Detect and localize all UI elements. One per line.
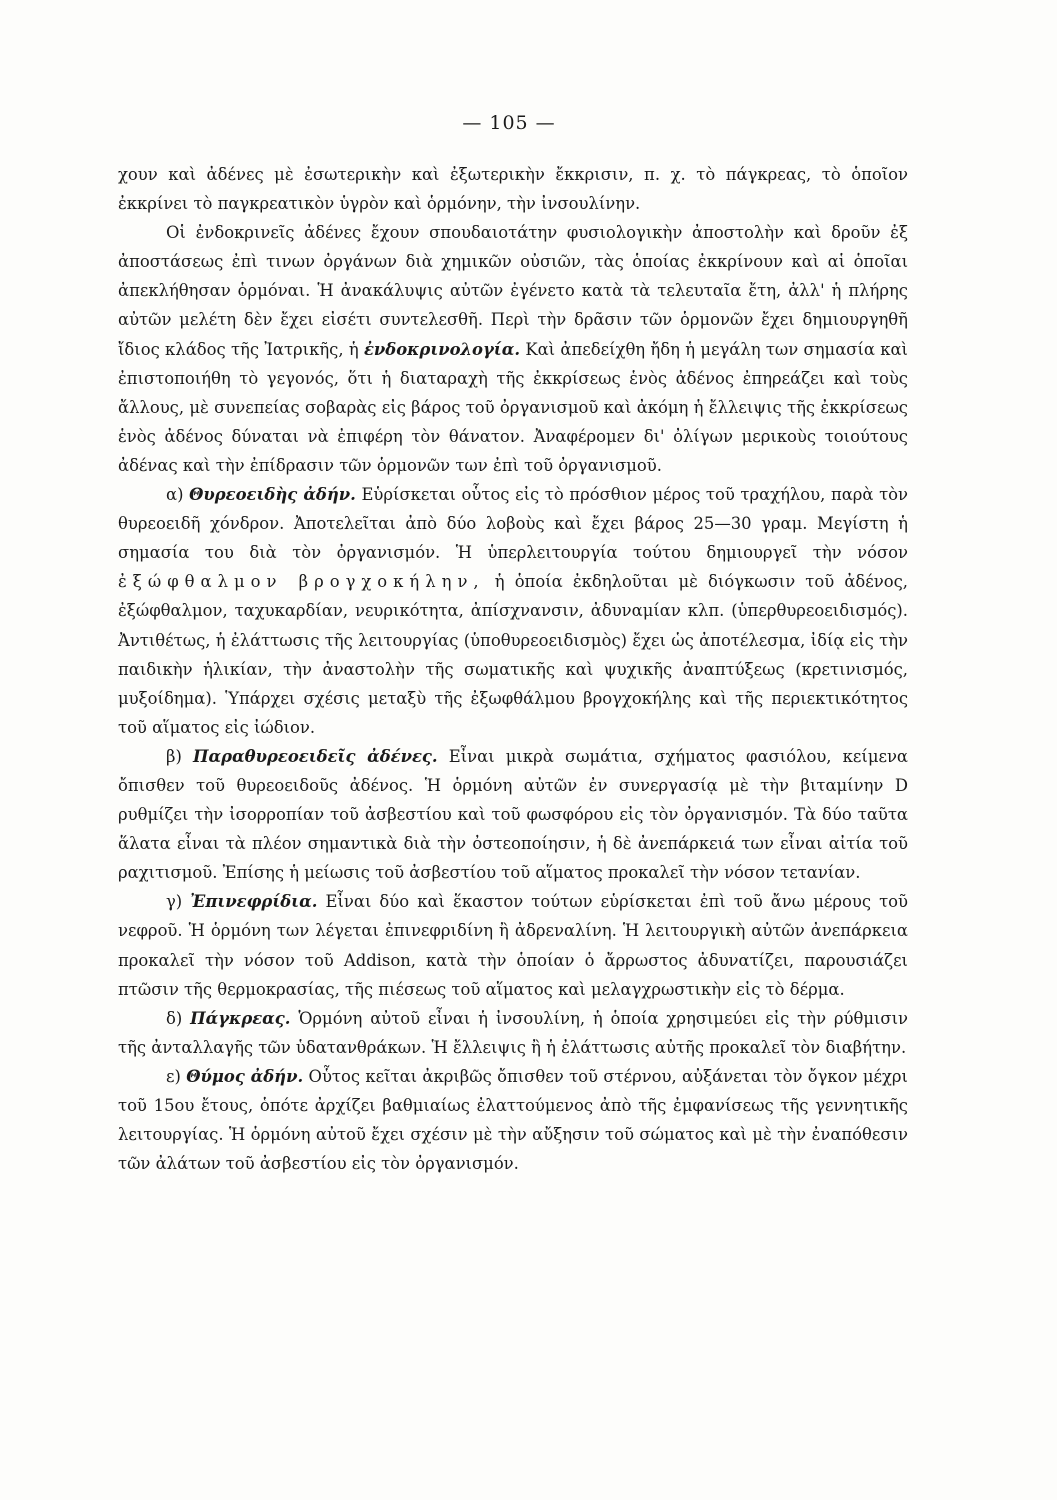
paragraph-intro [118,160,908,218]
section-heading: Θύμος ἀδήν. [186,1066,304,1086]
section-heading: Πάγκρεας. [190,1008,291,1028]
section-adrenals [118,887,908,1003]
section-thyroid [118,480,908,742]
paragraph-text: Καὶ ἀπεδείχθη ἤδη ἡ μεγάλη των σημασία καὶ ἐπιστοποιήθη τὸ γεγονός, ὅτι ἡ διαταραχὴ τῆς ἐκκρίσεως ἑνὸς ἀδένος ἐπηρεάζει καὶ τοὺς ἄλλους, μὲ συνεπείας σοβαρὰς εἰς βάρος τοῦ ὀργανισμοῦ καὶ ἀκόμη ἡ ἔλλειψις τῆς ἐκκρίσεως ἑνὸς ἀδένος δύναται νὰ ἐπιφέρη τὸν θάνατον. Ἀναφέρομεν δι' ὀλίγων μερικοὺς τοιούτους ἀδένας καὶ τὴν ἐπίδρασιν τῶν ὁρμονῶν των ἐπὶ τοῦ ὀργανισμοῦ. [118,339,908,475]
section-letter: ε) [166,1066,181,1086]
paragraph-text: Εἶναι δύο καὶ ἕκαστον τούτων εὑρίσκεται ἐπὶ τοῦ ἄνω μέρους τοῦ νεφροῦ. Ἡ ὁρμόνη των λέγεται ἐπινεφριδίνη ἢ ἀδρεναλίνη. Ἡ λειτουργικὴ αὐτῶν ἀνεπάρκεια προκαλεῖ τὴν νόσον τοῦ Addison, κατὰ τὴν ὁποίαν ὁ ἄρρωστος ἀδυνατίζει, παρουσιάζει πτῶσιν τῆς θερμοκρασίας, τῆς πιέσεως τοῦ αἵματος καὶ μελαγχρωστικὴν εἰς τὸ δέρμα. [118,892,908,999]
paragraph-text: Οἱ ἐνδοκρινεῖς ἀδένες ἔχουν σπουδαιοτάτην φυσιολογικὴν ἀποστολὴν καὶ δροῦν ἐξ ἀποστάσεως ἐπὶ τινων ὀργάνων διὰ χημικῶν οὐσιῶν, τὰς ὁποίας ἐκκρίνουν καὶ αἱ ὁποῖαι ἀπεκλήθησαν ὁρμόναι. Ἡ ἀνακάλυψις αὐτῶν ἐγένετο κατὰ τὰ τελευταῖα ἔτη, ἀλλ' ἡ πλήρης αὐτῶν μελέτη δὲν ἔχει εἰσέτι συντελεσθῆ. Περὶ τὴν δρᾶσιν τῶν ὁρμονῶν ἔχει δημιουργηθῆ ἴδιος κλάδος τῆς Ἰατρικῆς, ἡ [118,223,908,359]
paragraph-text: Εὑρίσκεται οὗτος εἰς τὸ πρόσθιον μέρος τοῦ τραχήλου, παρὰ τὸν θυρεοειδῆ χόνδρον. Ἀποτελεῖται ἀπὸ δύο λοβοὺς καὶ ἔχει βάρος 25—30 γραμ. Μεγίστη ἡ σημασία του διὰ τὸν ὀργανισμόν. Ἡ ὑπερλειτουργία τούτου δημιουργεῖ τὴν νόσον [118,485,908,563]
section-letter: α) [166,485,184,505]
paragraph-text: Ὁρμόνη αὐτοῦ εἶναι ἡ ἰνσουλίνη, ἡ ὁποία χρησιμεύει εἰς τὴν ρύθμισιν τῆς ἀνταλλαγῆς τῶν ὑδατανθράκων. Ἡ ἔλλειψις ἢ ἡ ἐλάττωσις αὐτῆς προκαλεῖ τὸν διαβήτην. [118,1008,908,1057]
page-number: — 105 — [462,112,556,134]
section-letter: γ) [166,892,183,912]
paragraph-text: Οὗτος κεῖται ἀκριβῶς ὄπισθεν τοῦ στέρνου, αὐξάνεται τὸν ὄγκον μέχρι τοῦ 15ου ἔτους, ὁπότε ἀρχίζει βαθμιαίως ἐλαττούμενος ἀπὸ τῆς ἐμφανίσεως τῆς γεννητικῆς λειτουργίας. Ἡ ὁρμόνη αὐτοῦ ἔχει σχέσιν μὲ τὴν αὔξησιν τοῦ σώματος καὶ μὲ τὴν ἐναπόθεσιν τῶν ἀλάτων τοῦ ἀσβεστίου εἰς τὸν ὀργανισμόν. [118,1066,908,1174]
section-letter: β) [166,746,182,766]
section-letter: δ) [166,1008,183,1028]
section-heading: Ἐπινεφρίδια. [190,892,318,912]
paragraph-text: ἡ ὁποία ἐκδηλοῦται μὲ διόγκωσιν τοῦ ἀδένος, ἐξώφθαλμον, ταχυκαρδίαν, νευρικότητα, ἀπίσχνανσιν, ἀδυναμίαν κλπ. (ὑπερθυρεοειδισμός). Ἀντιθέτως, ἡ ἐλάττωσις τῆς λειτουργίας (ὑποθυρεοειδισμὸς) ἔχει ὡς ἀποτέλεσμα, ἰδίᾳ εἰς τὴν παιδικὴν ἡλικίαν, τὴν ἀναστολὴν τῆς σωματικῆς καὶ ψυχικῆς ἀναπτύξεως (κρετινισμός, μυξοίδημα). Ὑπάρχει σχέσις μεταξὺ τῆς ἐξωφθάλμου βρογχοκήλης καὶ τῆς περιεκτικότητος τοῦ αἵματος εἰς ἰώδιον. [118,572,908,737]
paragraph-endocrine-glands [118,218,908,480]
paragraph-text: χουν καὶ ἀδένες μὲ ἐσωτερικὴν καὶ ἐξωτερικὴν ἔκκρισιν, π. χ. τὸ πάγκρεας, τὸ ὁποῖον ἐκκρίνει τὸ παγκρεατικὸν ὑγρὸν καὶ ὁρμόνην, τὴν ἰνσουλίνην. [118,165,908,214]
section-thymus [118,1062,908,1178]
section-parathyroid [118,742,908,887]
section-heading: Θυρεοειδὴς ἀδήν. [189,485,356,505]
body-text [118,160,908,1178]
spaced-term: ἐξώφθαλμον βρογχοκήλην, [118,572,485,592]
paragraph-text: Εἶναι μικρὰ σωμάτια, σχήματος φασιόλου, κείμενα ὄπισθεν τοῦ θυρεοειδοῦς ἀδένος. Ἡ ὁρμόνη αὐτῶν ἐν συνεργασίᾳ μὲ τὴν βιταμίνην D ρυθμίζει τὴν ἰσορροπίαν τοῦ ἀσβεστίου καὶ τοῦ φωσφόρου εἰς τὸν ὀργανισμόν. Τὰ δύο ταῦτα ἅλατα εἶναι τὰ πλέον σημαντικὰ διὰ τὴν ὀστεοποίησιν, ἡ δὲ ἀνεπάρκειά των εἶναι αἰτία τοῦ ραχιτισμοῦ. Ἐπίσης ἡ μείωσις τοῦ ἀσβεστίου τοῦ αἵματος προκαλεῖ τὴν νόσον τετανίαν. [118,746,908,883]
section-heading: Παραθυρεοειδεῖς ἀδένες. [193,746,438,766]
section-pancreas [118,1004,908,1062]
term-endocrinology: ἐνδοκρινολογία. [363,339,521,359]
